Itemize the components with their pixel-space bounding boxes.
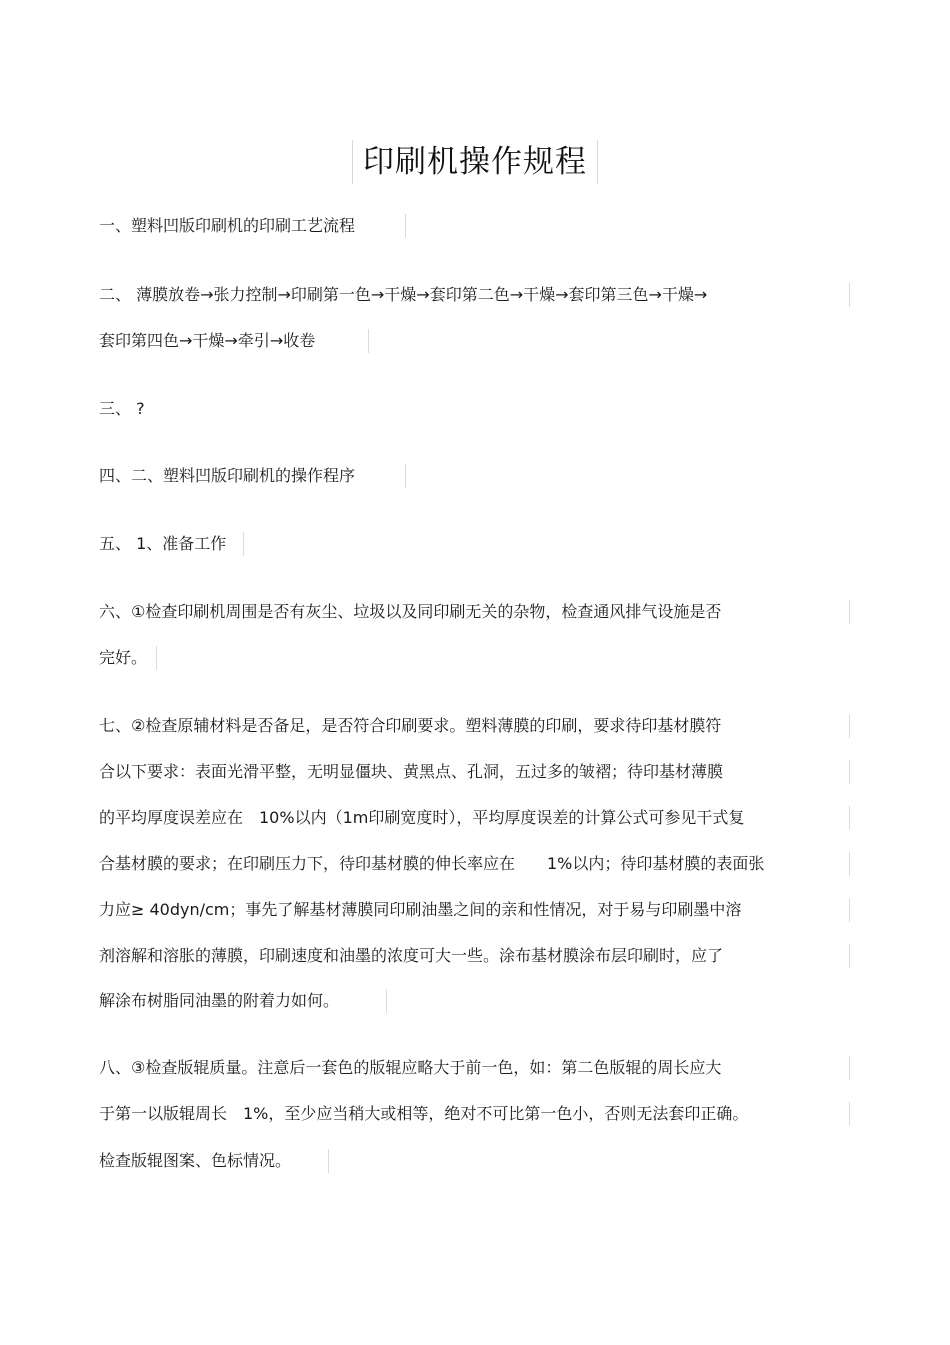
paragraph-line-16: 八、③检查版辊质量。注意后一套色的版辊应略大于前一色，如：第二色版辊的周长应大 [99, 1056, 850, 1080]
paragraph-line-13: 力应≥ 40dyn/cm；事先了解基材薄膜同印刷油墨之间的亲和性情况，对于易与印刷墨中溶 [99, 898, 850, 922]
paragraph-line-8: 完好。 [99, 646, 157, 670]
paragraph-line-10: 合以下要求：表面光滑平整，无明显僵块、黄黑点、孔洞，五过多的皱褶；待印基材薄膜 [99, 760, 850, 784]
paragraph-line-1: 一、塑料凹版印刷机的印刷工艺流程 [99, 214, 406, 238]
paragraph-line-9: 七、②检查原辅材料是否备足，是否符合印刷要求。塑料薄膜的印刷，要求待印基材膜符 [99, 714, 850, 738]
paragraph-line-3: 套印第四色→干燥→牵引→收卷 [99, 329, 369, 353]
paragraph-line-5: 四、二、塑料凹版印刷机的操作程序 [99, 464, 406, 488]
paragraph-line-4: 三、 ? [99, 399, 145, 418]
paragraph-line-15: 解涂布树脂同油墨的附着力如何。 [99, 989, 387, 1013]
paragraph-line-12: 合基材膜的要求；在印刷压力下，待印基材膜的伸长率应在 1%以内；待印基材膜的表面张 [99, 852, 850, 876]
paragraph-line-11: 的平均厚度误差应在 10%以内（1m印刷宽度时），平均厚度误差的计算公式可参见干式复 [99, 806, 850, 830]
paragraph-line-2: 二、 薄膜放卷→张力控制→印刷第一色→干燥→套印第二色→干燥→套印第三色→干燥→ [99, 283, 850, 307]
paragraph-line-6: 五、 1、准备工作 [99, 532, 244, 556]
document-title: 印刷机操作规程 [352, 140, 598, 184]
paragraph-line-17: 于第一以版辊周长 1%，至少应当稍大或相等，绝对不可比第一色小，否则无法套印正确。 [99, 1102, 850, 1126]
paragraph-line-18: 检查版辊图案、色标情况。 [99, 1149, 329, 1173]
paragraph-line-14: 剂溶解和溶胀的薄膜，印刷速度和油墨的浓度可大一些。涂布基材膜涂布层印刷时，应了 [99, 944, 850, 968]
paragraph-line-7: 六、①检查印刷机周围是否有灰尘、垃圾以及同印刷无关的杂物，检查通风排气设施是否 [99, 600, 850, 624]
